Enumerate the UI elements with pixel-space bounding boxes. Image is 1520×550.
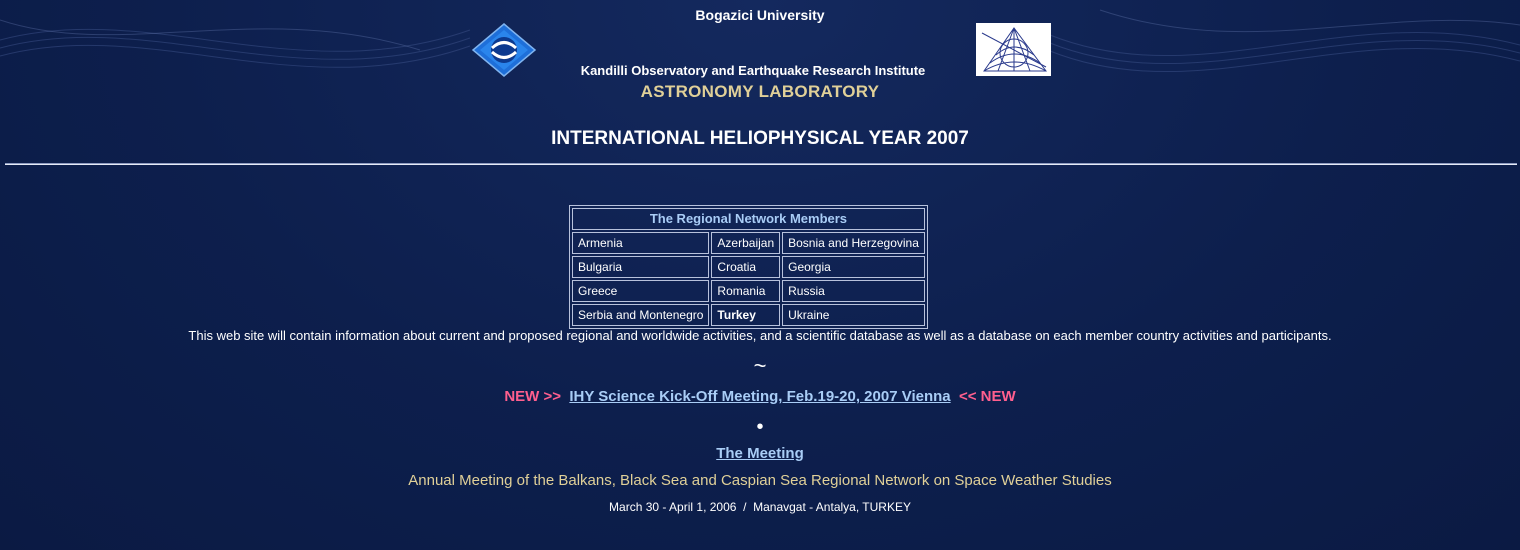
university-name: Bogazici University bbox=[695, 7, 825, 23]
table-title: The Regional Network Members bbox=[572, 208, 925, 230]
new-badge-left: NEW >> bbox=[504, 388, 562, 405]
bullet-separator: • bbox=[756, 416, 764, 438]
meeting-link[interactable]: The Meeting bbox=[716, 445, 804, 462]
table-cell: Greece bbox=[572, 280, 709, 302]
table-cell-highlighted: Turkey bbox=[711, 304, 780, 326]
tilde-separator: ~ bbox=[753, 353, 767, 378]
kickoff-meeting-link[interactable]: IHY Science Kick-Off Meeting, Feb.19-20, 2007 Vienna bbox=[569, 388, 951, 405]
institute-name: Kandilli Observatory and Earthquake Research Institute bbox=[580, 63, 926, 78]
table-cell: Bosnia and Herzegovina bbox=[782, 232, 925, 254]
laboratory-name: ASTRONOMY LABORATORY bbox=[640, 82, 880, 101]
meeting-link-container bbox=[0, 445, 1520, 462]
table-cell: Azerbaijan bbox=[711, 232, 780, 254]
observatory-seal-icon[interactable] bbox=[976, 23, 1051, 76]
table-cell: Ukraine bbox=[782, 304, 925, 326]
table-row bbox=[572, 256, 925, 278]
table-cell: Russia bbox=[782, 280, 925, 302]
table-row bbox=[572, 280, 925, 302]
table-cell: Georgia bbox=[782, 256, 925, 278]
page-title: INTERNATIONAL HELIOPHYSICAL YEAR 2007 bbox=[551, 128, 969, 149]
table-cell: Romania bbox=[711, 280, 780, 302]
table-cell: Croatia bbox=[711, 256, 780, 278]
meeting-title: Annual Meeting of the Balkans, Black Sea and Caspian Sea Regional Network on Space Weather Studies bbox=[408, 472, 1112, 489]
meeting-dates-location: March 30 - April 1, 2006 / Manavgat - Antalya, TURKEY bbox=[609, 500, 911, 514]
table-cell: Serbia and Montenegro bbox=[572, 304, 709, 326]
table-row bbox=[572, 232, 925, 254]
announcement-line bbox=[0, 388, 1520, 405]
table-row bbox=[572, 304, 925, 326]
regional-members-table bbox=[569, 205, 928, 329]
site-description: This web site will contain information about current and proposed regional and worldwide activities, and a scientific database as well as a database on each member country activities and participants. bbox=[188, 328, 1332, 343]
table-cell: Bulgaria bbox=[572, 256, 709, 278]
new-badge-right: << NEW bbox=[958, 388, 1016, 405]
table-cell: Armenia bbox=[572, 232, 709, 254]
horizontal-divider bbox=[5, 163, 1517, 165]
